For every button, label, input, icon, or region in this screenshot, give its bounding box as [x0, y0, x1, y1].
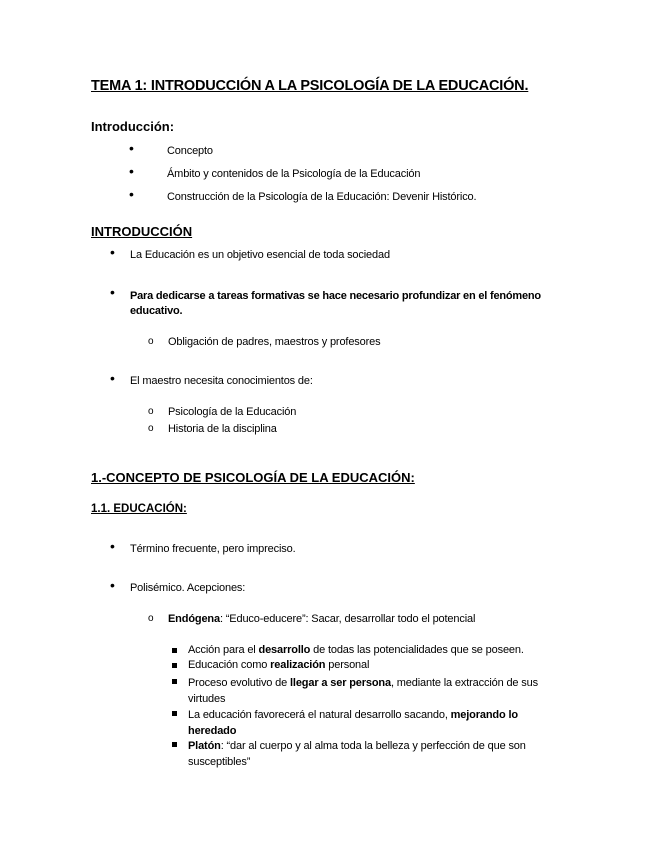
list-item: Polisémico. Acepciones: [130, 582, 246, 594]
intro-item: Ámbito y contenidos de la Psicología de la Educación [167, 168, 421, 180]
point-item [188, 707, 568, 739]
point-item [188, 738, 568, 770]
point-bold: Platón [188, 740, 221, 752]
circle-bullet-icon: o [148, 613, 154, 624]
section-concept-heading: 1.-CONCEPTO DE PSICOLOGÍA DE LA EDUCACIÓN: [91, 470, 415, 485]
bullet-icon: • [110, 577, 115, 593]
intro-heading: Introducción: [91, 119, 175, 134]
sub-list-item: Historia de la disciplina [168, 423, 277, 435]
bullet-icon: • [110, 370, 115, 386]
endogena-label: Endógena [168, 613, 220, 625]
circle-bullet-icon: o [148, 336, 154, 347]
point-text: Acción para el [188, 644, 259, 656]
circle-bullet-icon: o [148, 406, 154, 417]
point-text: La educación favorecerá el natural desarrollo sacando, [188, 709, 451, 721]
bullet-icon: • [110, 538, 115, 554]
point-item [188, 675, 578, 707]
point-text: Educación como [188, 659, 271, 671]
point-item [188, 644, 524, 656]
intro-item: Construcción de la Psicología de la Educación: Devenir Histórico. [167, 191, 477, 203]
sub-list-item-endogena [168, 613, 475, 625]
intro-item: Concepto [167, 145, 213, 157]
point-text: Proceso evolutivo de [188, 677, 291, 689]
point-bold: desarrollo [258, 644, 311, 656]
list-item: La Educación es un objetivo esencial de toda sociedad [130, 249, 390, 261]
sub-list-item: Obligación de padres, maestros y profesores [168, 336, 381, 348]
endogena-text: : “Educo-educere”: Sacar, desarrollar todo el potencial [219, 613, 476, 625]
sub-list-item: Psicología de la Educación [168, 406, 297, 418]
list-item: El maestro necesita conocimientos de: [130, 375, 313, 387]
section-concept-subheading: 1.1. EDUCACIÓN: [91, 503, 187, 515]
point-bold: llegar a ser persona [290, 677, 391, 689]
section-intro-heading: INTRODUCCIÓN [91, 224, 193, 239]
bullet-icon: • [129, 140, 134, 156]
square-bullet-icon [172, 663, 177, 668]
list-item-bold: Para dedicarse a tareas formativas se hace necesario profundizar en el fenómeno educativo. [130, 290, 541, 317]
point-text: : “dar al cuerpo y al alma toda la belleza y perfección de que son susceptibles” [188, 740, 526, 768]
bullet-icon: • [110, 284, 115, 300]
square-bullet-icon [172, 711, 177, 716]
point-text: de todas las potencialidades que se poseen. [310, 644, 524, 656]
square-bullet-icon [172, 679, 177, 684]
circle-bullet-icon: o [148, 423, 154, 434]
point-bold: realización [270, 659, 326, 671]
square-bullet-icon [172, 648, 177, 653]
list-item: Término frecuente, pero impreciso. [130, 543, 296, 555]
point-text: personal [325, 659, 370, 671]
point-text: , mediante la extracción de sus virtudes [188, 677, 538, 705]
bullet-icon: • [110, 244, 115, 260]
point-item [188, 659, 369, 671]
document-title: TEMA 1: INTRODUCCIÓN A LA PSICOLOGÍA DE LA EDUCACIÓN. [91, 78, 529, 94]
bullet-icon: • [129, 186, 134, 202]
bullet-icon: • [129, 163, 134, 179]
square-bullet-icon [172, 742, 177, 747]
point-bold: mejorando lo heredado [188, 709, 518, 737]
